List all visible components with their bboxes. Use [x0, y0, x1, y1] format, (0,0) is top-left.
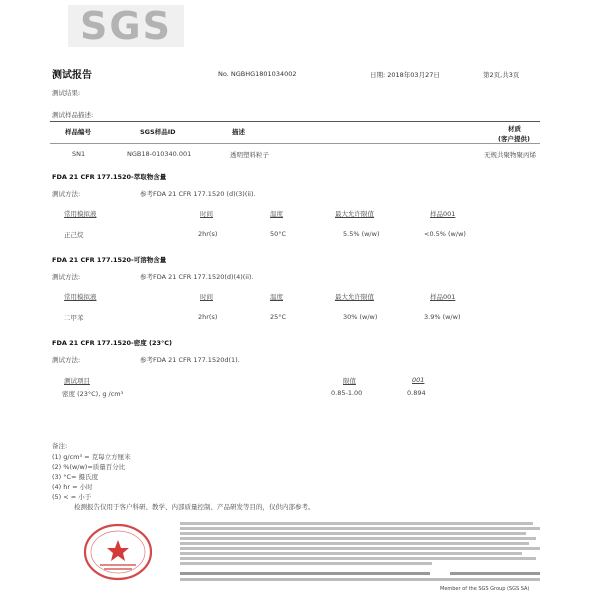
section3-header-item: 测试项目 — [64, 377, 90, 385]
note-item: (3) °C= 摄氏度 — [52, 473, 99, 481]
section2-row-limit: 30% (w/w) — [343, 313, 378, 321]
sample-row-number: SN1 — [72, 150, 86, 158]
disclaimer-fine-print — [180, 522, 540, 576]
report-title: 测试报告 — [52, 70, 92, 81]
section1-header-simulant: 常用模拟液 — [64, 210, 97, 218]
section3-method: 参考FDA 21 CFR 177.1520d(1). — [140, 356, 240, 364]
sgs-logo-text: SGS — [80, 4, 172, 48]
section1-header-limit: 最大允许限值 — [335, 210, 374, 218]
section3-row-item: 密度 (23°C), g /cm³ — [62, 390, 124, 398]
section3-row-sample: 0.894 — [407, 389, 426, 397]
section2-row-sample: 3.9% (w/w) — [424, 313, 461, 321]
red-seal-stamp — [82, 522, 154, 582]
sample-row-material: 无规共聚物聚丙烯 — [484, 151, 536, 159]
sample-header-number: 样品编号 — [65, 128, 91, 136]
sgs-group-member: Member of the SGS Group (SGS SA) — [440, 586, 530, 592]
report-date: 日期: 2018年03月27日 — [370, 71, 440, 79]
footer-address-line-2 — [180, 578, 540, 581]
section2-header-limit: 最大允许限值 — [335, 293, 374, 301]
sample-row-sgs-id: NGB18-010340.001 — [127, 150, 192, 158]
page-number: 第2页,共3页 — [483, 71, 520, 79]
section1-title: FDA 21 CFR 177.1520-萃取物含量 — [52, 173, 167, 181]
notes-label: 备注: — [52, 442, 68, 450]
sample-header-material-sub: (客户提供) — [498, 135, 530, 143]
section2-row-time: 2hr(s) — [198, 313, 218, 321]
sample-table-top-rule — [50, 121, 540, 122]
note-item: (4) hr = 小时 — [52, 483, 93, 491]
footer-address-line — [180, 572, 430, 575]
sample-table-header-rule — [50, 143, 540, 144]
note-item: (2) %(w/w)=质量百分比 — [52, 463, 126, 471]
note-item: (1) g/cm³ = 克每立方厘米 — [52, 453, 131, 461]
sample-header-sgs-id: SGS样品ID — [140, 128, 176, 136]
section1-row-limit: 5.5% (w/w) — [343, 230, 380, 238]
sample-header-material: 材质 — [508, 125, 521, 133]
section2-method-label: 测试方法: — [52, 273, 81, 281]
section2-row-temperature: 25°C — [270, 313, 287, 321]
section1-header-sample: 样品001 — [430, 210, 456, 218]
sample-row-description: 透明塑料粒子 — [230, 151, 269, 159]
seal-icon — [82, 522, 154, 582]
section2-title: FDA 21 CFR 177.1520-可溶物含量 — [52, 256, 167, 264]
notes-statement: 检测报告仅用于客户科研、教学、内部质量控制、产品研发等目的，仅供内部参考。 — [74, 503, 315, 511]
sample-header-description: 描述 — [232, 128, 245, 136]
sample-description-label: 测试样品描述: — [52, 111, 94, 119]
section1-row-temperature: 50°C — [270, 230, 287, 238]
section3-header-limit: 限值 — [343, 377, 356, 385]
section1-header-temperature: 温度 — [270, 210, 283, 218]
section2-header-temperature: 温度 — [270, 293, 283, 301]
section3-header-sample: 001 — [412, 376, 425, 384]
section2-row-simulant: 二甲苯 — [64, 314, 84, 322]
section1-row-simulant: 正己烷 — [64, 231, 84, 239]
section3-row-limit: 0.85-1.00 — [331, 389, 363, 397]
section1-method-label: 测试方法: — [52, 190, 81, 198]
section1-header-time: 时间 — [200, 210, 213, 218]
section1-row-sample: <0.5% (w/w) — [424, 230, 466, 238]
note-item: (5) < = 小于 — [52, 493, 92, 501]
sgs-logo — [68, 5, 184, 47]
section3-method-label: 测试方法: — [52, 356, 81, 364]
section1-row-time: 2hr(s) — [198, 230, 218, 238]
section2-header-simulant: 常用模拟液 — [64, 293, 97, 301]
results-label: 测试结果: — [52, 89, 81, 97]
footer-website-line — [450, 572, 540, 575]
section2-header-time: 时间 — [200, 293, 213, 301]
section2-method: 参考FDA 21 CFR 177.1520(d)(4)(ii). — [140, 273, 254, 281]
section3-title: FDA 21 CFR 177.1520-密度 (23°C) — [52, 339, 173, 347]
report-number: No. NGBHG1801034002 — [218, 70, 297, 78]
section1-method: 参考FDA 21 CFR 177.1520 (d)(3)(ii). — [140, 190, 256, 198]
section2-header-sample: 样品001 — [430, 293, 456, 301]
